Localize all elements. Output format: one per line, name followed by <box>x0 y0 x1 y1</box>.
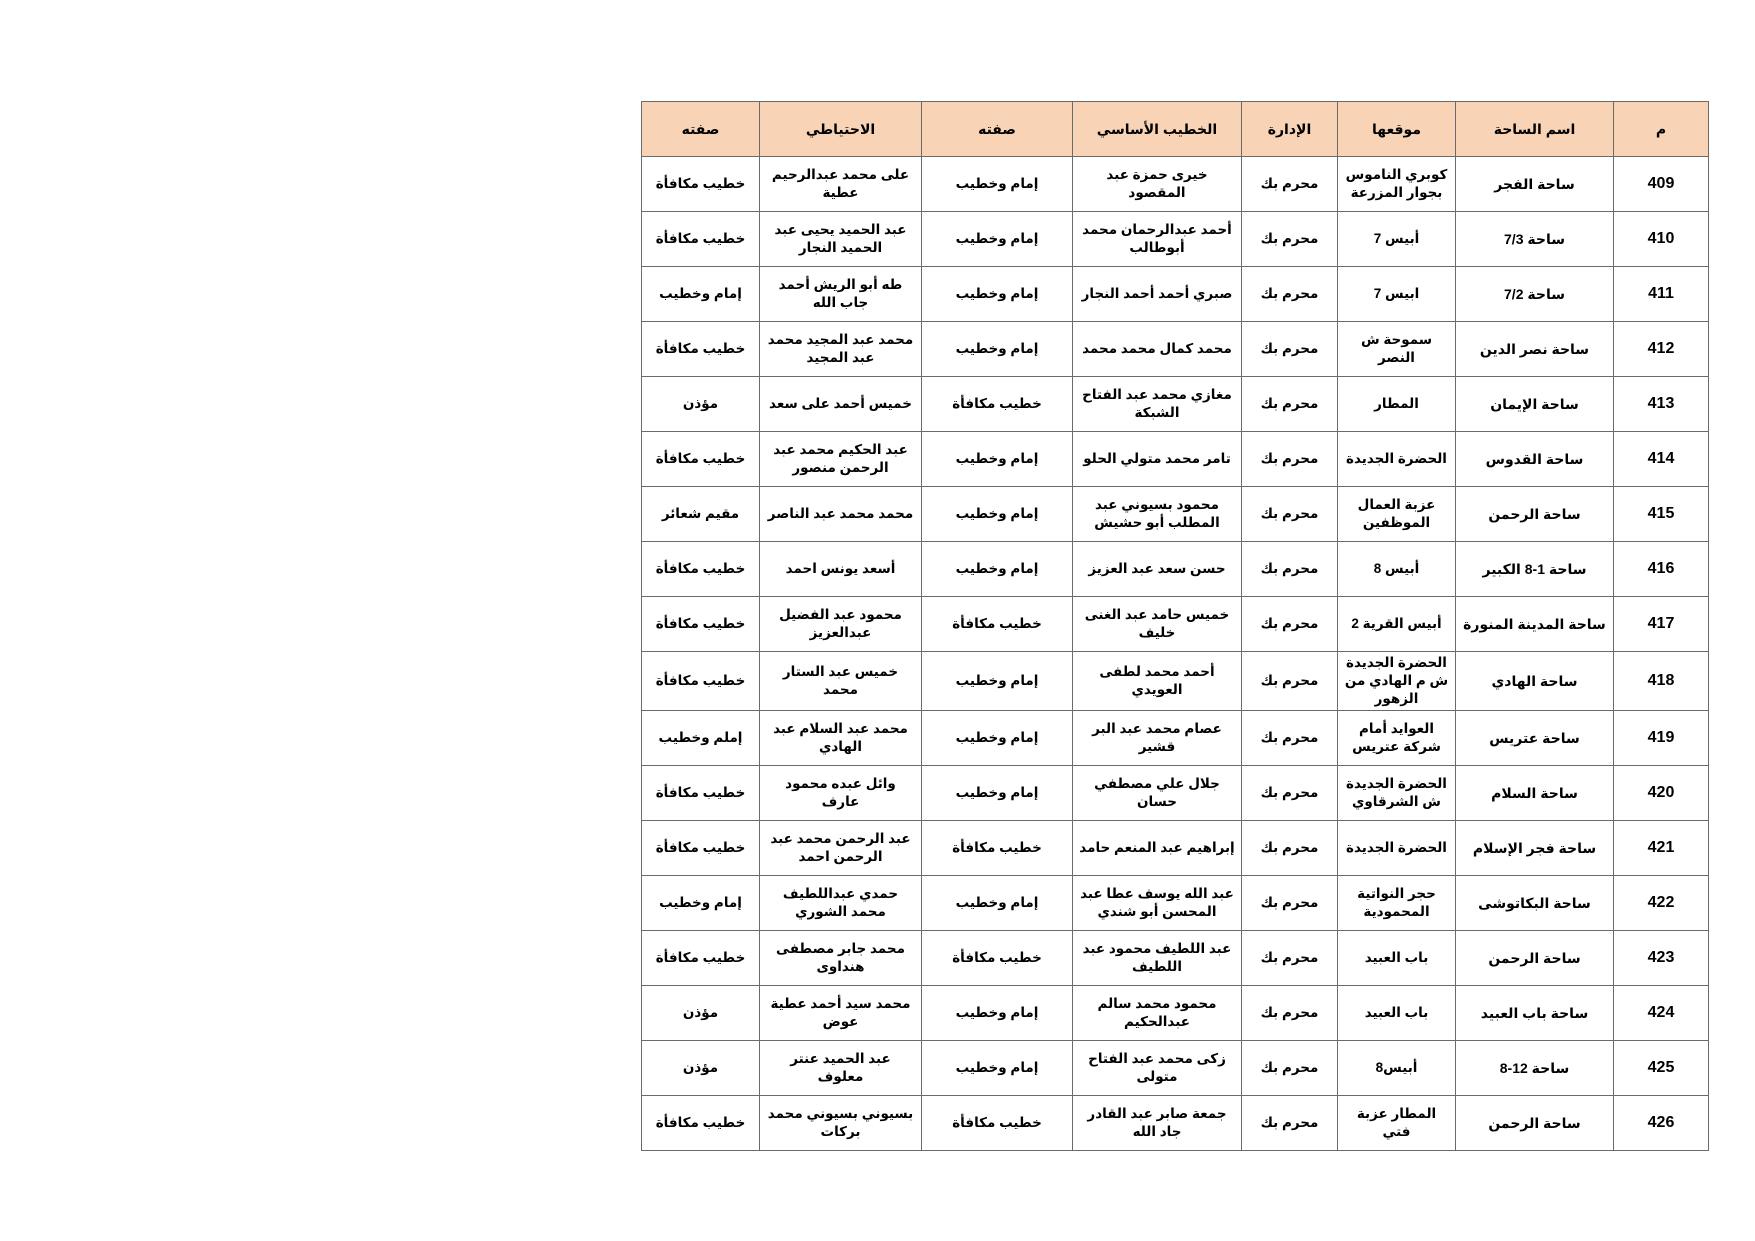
primary-preacher-cell: حسن سعد عبد العزيز <box>1073 542 1242 597</box>
reserve-role-cell: خطيب مكافأة <box>642 212 760 267</box>
square-name-cell: ساحة فجر الإسلام <box>1456 821 1614 876</box>
primary-role-cell: خطيب مكافأة <box>922 821 1073 876</box>
table-row <box>642 267 1709 322</box>
row-number-cell: 411 <box>1614 267 1709 322</box>
administration-cell: محرم بك <box>1242 711 1338 766</box>
reserve-preacher-cell: عبد الحميد يحيى عبد الحميد النجار <box>760 212 922 267</box>
reserve-role-cell: خطيب مكافأة <box>642 597 760 652</box>
primary-role-cell: إمام وخطيب <box>922 157 1073 212</box>
row-number-cell: 426 <box>1614 1096 1709 1151</box>
row-number-cell: 410 <box>1614 212 1709 267</box>
primary-role-cell: إمام وخطيب <box>922 652 1073 711</box>
administration-cell: محرم بك <box>1242 487 1338 542</box>
table-row <box>642 821 1709 876</box>
administration-cell: محرم بك <box>1242 322 1338 377</box>
primary-role-cell: إمام وخطيب <box>922 711 1073 766</box>
reserve-preacher-cell: محمد عبد المجيد محمد عبد المجيد <box>760 322 922 377</box>
reserve-preacher-cell: محمد عبد السلام عبد الهادي <box>760 711 922 766</box>
reserve-role-cell: مؤذن <box>642 986 760 1041</box>
primary-role-cell: إمام وخطيب <box>922 876 1073 931</box>
header-location: موقعها <box>1338 102 1456 157</box>
administration-cell: محرم بك <box>1242 1041 1338 1096</box>
primary-preacher-cell: خميس حامد عبد الغنى خليف <box>1073 597 1242 652</box>
location-cell: كوبري الناموس بجوار المزرعة <box>1338 157 1456 212</box>
administration-cell: محرم بك <box>1242 876 1338 931</box>
location-cell: أبيس 7 <box>1338 212 1456 267</box>
square-name-cell: ساحة باب العبيد <box>1456 986 1614 1041</box>
row-number-cell: 417 <box>1614 597 1709 652</box>
primary-role-cell: إمام وخطيب <box>922 986 1073 1041</box>
square-name-cell: ساحة الإيمان <box>1456 377 1614 432</box>
table-row <box>642 377 1709 432</box>
primary-role-cell: إمام وخطيب <box>922 322 1073 377</box>
reserve-preacher-cell: خميس أحمد على سعد <box>760 377 922 432</box>
table-row <box>642 597 1709 652</box>
reserve-role-cell: خطيب مكافأة <box>642 322 760 377</box>
primary-preacher-cell: جمعة صابر عبد القادر جاد الله <box>1073 1096 1242 1151</box>
header-square-name: اسم الساحة <box>1456 102 1614 157</box>
location-cell: أبيس 8 <box>1338 542 1456 597</box>
reserve-preacher-cell: على محمد عبدالرحيم عطية <box>760 157 922 212</box>
primary-role-cell: إمام وخطيب <box>922 487 1073 542</box>
reserve-role-cell: خطيب مكافأة <box>642 821 760 876</box>
header-reserve-preacher: الاحتياطي <box>760 102 922 157</box>
reserve-preacher-cell: خميس عبد الستار محمد <box>760 652 922 711</box>
primary-preacher-cell: تامر محمد متولي الحلو <box>1073 432 1242 487</box>
administration-cell: محرم بك <box>1242 1096 1338 1151</box>
location-cell: أبيس8 <box>1338 1041 1456 1096</box>
location-cell: أبيس القرية 2 <box>1338 597 1456 652</box>
row-number-cell: 420 <box>1614 766 1709 821</box>
row-number-cell: 421 <box>1614 821 1709 876</box>
primary-role-cell: خطيب مكافأة <box>922 931 1073 986</box>
location-cell: الحضرة الجديدة ش م الهادي من الزهور <box>1338 652 1456 711</box>
primary-preacher-cell: محمود بسيوني عبد المطلب أبو حشيش <box>1073 487 1242 542</box>
reserve-preacher-cell: عبد الرحمن محمد عبد الرحمن احمد <box>760 821 922 876</box>
location-cell: باب العبيد <box>1338 931 1456 986</box>
row-number-cell: 418 <box>1614 652 1709 711</box>
location-cell: العوايد أمام شركة عتريس <box>1338 711 1456 766</box>
reserve-role-cell: خطيب مكافأة <box>642 432 760 487</box>
row-number-cell: 419 <box>1614 711 1709 766</box>
administration-cell: محرم بك <box>1242 212 1338 267</box>
primary-role-cell: خطيب مكافأة <box>922 1096 1073 1151</box>
square-name-cell: ساحة 7/3 <box>1456 212 1614 267</box>
location-cell: المطار عزبة فتي <box>1338 1096 1456 1151</box>
square-name-cell: ساحة الرحمن <box>1456 1096 1614 1151</box>
row-number-cell: 415 <box>1614 487 1709 542</box>
administration-cell: محرم بك <box>1242 377 1338 432</box>
administration-cell: محرم بك <box>1242 652 1338 711</box>
administration-cell: محرم بك <box>1242 931 1338 986</box>
reserve-role-cell: خطيب مكافأة <box>642 931 760 986</box>
square-name-cell: ساحة 12-8 <box>1456 1041 1614 1096</box>
square-name-cell: ساحة السلام <box>1456 766 1614 821</box>
table-row <box>642 1041 1709 1096</box>
primary-preacher-cell: أحمد محمد لطفى العويدي <box>1073 652 1242 711</box>
primary-preacher-cell: صبري أحمد أحمد النجار <box>1073 267 1242 322</box>
square-name-cell: ساحة 1-8 الكبير <box>1456 542 1614 597</box>
row-number-cell: 423 <box>1614 931 1709 986</box>
location-cell: الحضرة الجديدة <box>1338 432 1456 487</box>
administration-cell: محرم بك <box>1242 267 1338 322</box>
primary-preacher-cell: أحمد عبدالرحمان محمد أبوطالب <box>1073 212 1242 267</box>
primary-preacher-cell: عبد اللطيف محمود عبد اللطيف <box>1073 931 1242 986</box>
reserve-preacher-cell: بسيوني بسيوني محمد بركات <box>760 1096 922 1151</box>
header-reserve-role: صفته <box>642 102 760 157</box>
header-primary-preacher: الخطيب الأساسي <box>1073 102 1242 157</box>
reserve-role-cell: مقيم شعائر <box>642 487 760 542</box>
square-name-cell: ساحة نصر الدين <box>1456 322 1614 377</box>
row-number-cell: 425 <box>1614 1041 1709 1096</box>
table-row <box>642 432 1709 487</box>
row-number-cell: 424 <box>1614 986 1709 1041</box>
administration-cell: محرم بك <box>1242 986 1338 1041</box>
location-cell: باب العبيد <box>1338 986 1456 1041</box>
square-name-cell: ساحة البكاتوشى <box>1456 876 1614 931</box>
reserve-preacher-cell: عبد الحكيم محمد عبد الرحمن منصور <box>760 432 922 487</box>
reserve-preacher-cell: عبد الحميد عنتر معلوف <box>760 1041 922 1096</box>
row-number-cell: 412 <box>1614 322 1709 377</box>
table-row <box>642 322 1709 377</box>
reserve-role-cell: إمام وخطيب <box>642 267 760 322</box>
square-name-cell: ساحة الرحمن <box>1456 487 1614 542</box>
administration-cell: محرم بك <box>1242 542 1338 597</box>
primary-preacher-cell: عبد الله يوسف عطا عبد المحسن أبو شندي <box>1073 876 1242 931</box>
square-name-cell: ساحة عتريس <box>1456 711 1614 766</box>
reserve-preacher-cell: وائل عبده محمود عارف <box>760 766 922 821</box>
primary-role-cell: خطيب مكافأة <box>922 377 1073 432</box>
table-row <box>642 711 1709 766</box>
table-row <box>642 157 1709 212</box>
row-number-cell: 414 <box>1614 432 1709 487</box>
reserve-role-cell: خطيب مكافأة <box>642 1096 760 1151</box>
table-row <box>642 212 1709 267</box>
reserve-preacher-cell: محمد جابر مصطفى هنداوى <box>760 931 922 986</box>
table-row <box>642 986 1709 1041</box>
square-name-cell: ساحة المدينة المنورة <box>1456 597 1614 652</box>
location-cell: سموحة ش النصر <box>1338 322 1456 377</box>
table-row <box>642 652 1709 711</box>
primary-role-cell: إمام وخطيب <box>922 212 1073 267</box>
table-row <box>642 1096 1709 1151</box>
location-cell: المطار <box>1338 377 1456 432</box>
location-cell: حجر النواتية المحمودية <box>1338 876 1456 931</box>
reserve-role-cell: خطيب مكافأة <box>642 157 760 212</box>
square-name-cell: ساحة الفجر <box>1456 157 1614 212</box>
primary-role-cell: إمام وخطيب <box>922 766 1073 821</box>
administration-cell: محرم بك <box>1242 821 1338 876</box>
location-cell: ابيس 7 <box>1338 267 1456 322</box>
reserve-role-cell: خطيب مكافأة <box>642 766 760 821</box>
header-primary-role: صفته <box>922 102 1073 157</box>
reserve-role-cell: إمام وخطيب <box>642 876 760 931</box>
primary-preacher-cell: إبراهيم عبد المنعم حامد <box>1073 821 1242 876</box>
table-row <box>642 876 1709 931</box>
primary-preacher-cell: محمود محمد سالم عبدالحكيم <box>1073 986 1242 1041</box>
table-row <box>642 487 1709 542</box>
row-number-cell: 422 <box>1614 876 1709 931</box>
reserve-role-cell: خطيب مكافأة <box>642 542 760 597</box>
reserve-preacher-cell: حمدي عبداللطيف محمد الشوري <box>760 876 922 931</box>
square-name-cell: ساحة الرحمن <box>1456 931 1614 986</box>
administration-cell: محرم بك <box>1242 766 1338 821</box>
mosque-squares-table <box>641 101 1709 1151</box>
primary-preacher-cell: زكى محمد عبد الفتاح متولى <box>1073 1041 1242 1096</box>
header-administration: الإدارة <box>1242 102 1338 157</box>
header-num: م <box>1614 102 1709 157</box>
reserve-role-cell: خطيب مكافأة <box>642 652 760 711</box>
reserve-role-cell: إملم وخطيب <box>642 711 760 766</box>
reserve-preacher-cell: محمد سيد أحمد عطية عوض <box>760 986 922 1041</box>
square-name-cell: ساحة القدوس <box>1456 432 1614 487</box>
primary-preacher-cell: محمد كمال محمد محمد <box>1073 322 1242 377</box>
reserve-preacher-cell: محمد محمد عبد الناصر <box>760 487 922 542</box>
primary-role-cell: إمام وخطيب <box>922 542 1073 597</box>
square-name-cell: ساحة 7/2 <box>1456 267 1614 322</box>
reserve-preacher-cell: محمود عبد الفضيل عبدالعزيز <box>760 597 922 652</box>
primary-role-cell: إمام وخطيب <box>922 1041 1073 1096</box>
row-number-cell: 416 <box>1614 542 1709 597</box>
location-cell: الحضرة الجديدة ش الشرقاوي <box>1338 766 1456 821</box>
reserve-preacher-cell: طه أبو الريش أحمد جاب الله <box>760 267 922 322</box>
administration-cell: محرم بك <box>1242 157 1338 212</box>
primary-preacher-cell: عصام محمد عبد البر قشير <box>1073 711 1242 766</box>
table-row <box>642 766 1709 821</box>
table-row <box>642 542 1709 597</box>
reserve-preacher-cell: أسعد يونس احمد <box>760 542 922 597</box>
table-row <box>642 931 1709 986</box>
reserve-role-cell: مؤذن <box>642 377 760 432</box>
row-number-cell: 409 <box>1614 157 1709 212</box>
primary-preacher-cell: مغازي محمد عبد الفتاح الشبكة <box>1073 377 1242 432</box>
reserve-role-cell: مؤذن <box>642 1041 760 1096</box>
administration-cell: محرم بك <box>1242 597 1338 652</box>
primary-role-cell: إمام وخطيب <box>922 267 1073 322</box>
primary-preacher-cell: جلال علي مصطفي حسان <box>1073 766 1242 821</box>
table-header-row <box>642 102 1709 157</box>
location-cell: الحضرة الجديدة <box>1338 821 1456 876</box>
primary-role-cell: إمام وخطيب <box>922 432 1073 487</box>
primary-preacher-cell: خيرى حمزة عبد المقصود <box>1073 157 1242 212</box>
primary-role-cell: خطيب مكافأة <box>922 597 1073 652</box>
row-number-cell: 413 <box>1614 377 1709 432</box>
location-cell: عزبة العمال الموظفين <box>1338 487 1456 542</box>
square-name-cell: ساحة الهادي <box>1456 652 1614 711</box>
administration-cell: محرم بك <box>1242 432 1338 487</box>
